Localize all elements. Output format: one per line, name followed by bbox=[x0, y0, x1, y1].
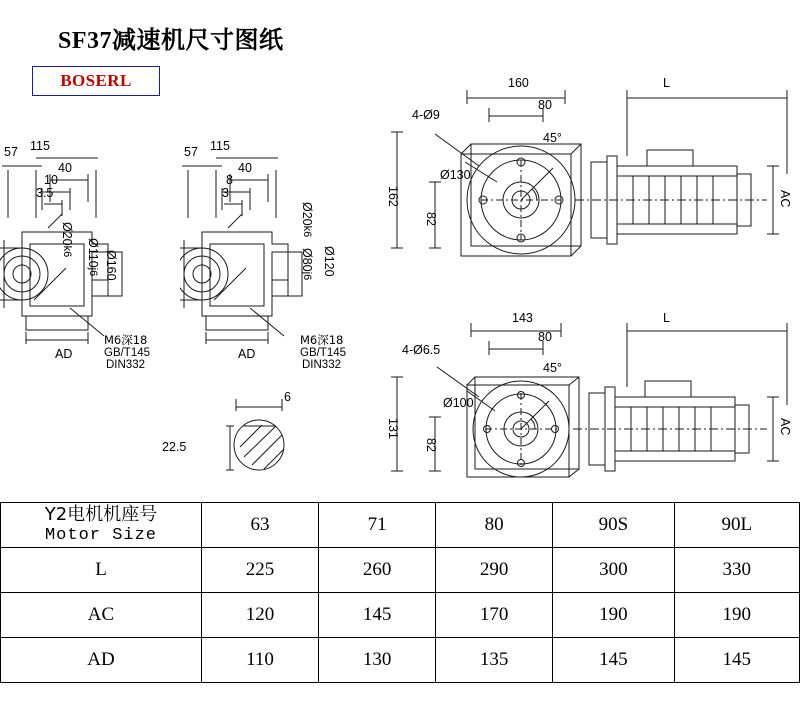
row-label-AD: AD bbox=[1, 638, 202, 683]
header-motor-size bbox=[1, 503, 202, 548]
dim-ad-left-b: AD bbox=[238, 347, 256, 361]
note-line-1-b: M6深18 bbox=[300, 333, 344, 347]
header-label-cn: Y2电机机座号 bbox=[44, 504, 158, 525]
dim-162: 162 bbox=[386, 186, 400, 207]
dim-160: 160 bbox=[508, 76, 529, 90]
dim-d130: Ø130 bbox=[440, 168, 471, 182]
dim-d20k6-b bbox=[300, 202, 314, 237]
dim-131: 131 bbox=[386, 418, 400, 439]
dim-115: 115 bbox=[30, 139, 50, 153]
dim-57: 57 bbox=[4, 145, 18, 159]
cell-AD-71: 130 bbox=[319, 638, 436, 683]
dim-j6-b: j6 bbox=[301, 271, 313, 281]
view-assembly-flange-100 bbox=[375, 305, 800, 495]
table-header-row bbox=[1, 503, 800, 548]
view-shaft-key-section bbox=[196, 385, 326, 480]
cell-AC-90l: 190 bbox=[674, 593, 799, 638]
dim-82-top: 82 bbox=[424, 212, 438, 226]
table-row bbox=[1, 638, 800, 683]
cell-AD-90l: 145 bbox=[674, 638, 799, 683]
cell-L-90s: 300 bbox=[553, 548, 674, 593]
header-size-80: 80 bbox=[436, 503, 553, 548]
row-label-AC: AC bbox=[1, 593, 202, 638]
note-m6-a bbox=[104, 334, 150, 372]
logo-box bbox=[32, 66, 160, 96]
note-line-2-b: GB/T145 bbox=[300, 346, 347, 359]
dim-key-22p5: 22.5 bbox=[162, 440, 187, 454]
page-title: SF37减速机尺寸图纸 bbox=[58, 28, 284, 54]
cell-AC-80: 170 bbox=[436, 593, 553, 638]
header-size-63: 63 bbox=[202, 503, 319, 548]
dim-4xd9: 4-Ø9 bbox=[412, 108, 440, 122]
note-line-1: M6深18 bbox=[104, 333, 148, 347]
dim-d20-b: Ø20 bbox=[300, 202, 314, 226]
dim-40: 40 bbox=[58, 161, 72, 175]
dim-45deg-bottom: 45° bbox=[543, 361, 562, 375]
dim-115-b: 115 bbox=[210, 139, 230, 153]
header-size-71: 71 bbox=[319, 503, 436, 548]
dim-d80: Ø80 bbox=[300, 248, 314, 272]
dim-k6: k6 bbox=[61, 245, 73, 258]
spec-table bbox=[0, 502, 800, 683]
header-label-en: Motor Size bbox=[44, 526, 158, 545]
table-row bbox=[1, 548, 800, 593]
table-row bbox=[1, 593, 800, 638]
view-assembly-flange-130 bbox=[375, 70, 800, 300]
dim-40-b: 40 bbox=[238, 161, 252, 175]
dim-143: 143 bbox=[512, 311, 533, 325]
dim-57-b: 57 bbox=[184, 145, 198, 159]
cell-AC-90s: 190 bbox=[553, 593, 674, 638]
dim-ac-bottom: AC bbox=[778, 418, 792, 436]
dim-4xd6p5: 4-Ø6.5 bbox=[402, 343, 441, 357]
dim-8: 8 bbox=[226, 173, 233, 187]
row-label-L: L bbox=[1, 548, 202, 593]
cell-L-71: 260 bbox=[319, 548, 436, 593]
cell-AD-90s: 145 bbox=[553, 638, 674, 683]
dim-L-bottom: L bbox=[663, 311, 670, 325]
cell-AC-71: 145 bbox=[319, 593, 436, 638]
note-line-3: DIN332 bbox=[106, 359, 145, 371]
dim-80-top: 80 bbox=[538, 98, 552, 112]
dim-d20k6 bbox=[60, 222, 74, 257]
dim-d160: Ø160 bbox=[104, 250, 118, 281]
dim-d20: Ø20 bbox=[60, 222, 74, 246]
dim-d100: Ø100 bbox=[443, 396, 474, 410]
dim-k6-b: k6 bbox=[301, 225, 313, 238]
header-size-90s: 90S bbox=[553, 503, 674, 548]
dim-10: 10 bbox=[44, 173, 58, 187]
dim-ac-top: AC bbox=[778, 190, 792, 208]
note-m6-b bbox=[300, 334, 346, 372]
header-size-90l: 90L bbox=[674, 503, 799, 548]
dim-82-bottom: 82 bbox=[424, 438, 438, 452]
note-line-2: GB/T145 bbox=[104, 346, 151, 359]
cell-AC-63: 120 bbox=[202, 593, 319, 638]
dim-key-6: 6 bbox=[284, 390, 291, 404]
cell-AD-63: 110 bbox=[202, 638, 319, 683]
dim-d120: Ø120 bbox=[322, 246, 336, 277]
dim-3p5: 3.5 bbox=[36, 186, 54, 200]
dim-d110: Ø110 bbox=[86, 238, 100, 268]
cell-L-80: 290 bbox=[436, 548, 553, 593]
dim-3: 3 bbox=[222, 186, 229, 200]
logo-text: BOSERL bbox=[60, 71, 132, 90]
cell-AD-80: 135 bbox=[436, 638, 553, 683]
dim-80-bottom: 80 bbox=[538, 330, 552, 344]
dim-L-top: L bbox=[663, 76, 670, 90]
cell-L-90l: 330 bbox=[674, 548, 799, 593]
dim-45deg-top: 45° bbox=[543, 131, 562, 145]
note-line-3-b: DIN332 bbox=[302, 359, 341, 371]
dim-j6: j6 bbox=[87, 267, 99, 277]
dim-d110j6 bbox=[86, 238, 100, 276]
dim-d80j6 bbox=[300, 248, 314, 280]
dim-ad-left-a: AD bbox=[55, 347, 73, 361]
cell-L-63: 225 bbox=[202, 548, 319, 593]
